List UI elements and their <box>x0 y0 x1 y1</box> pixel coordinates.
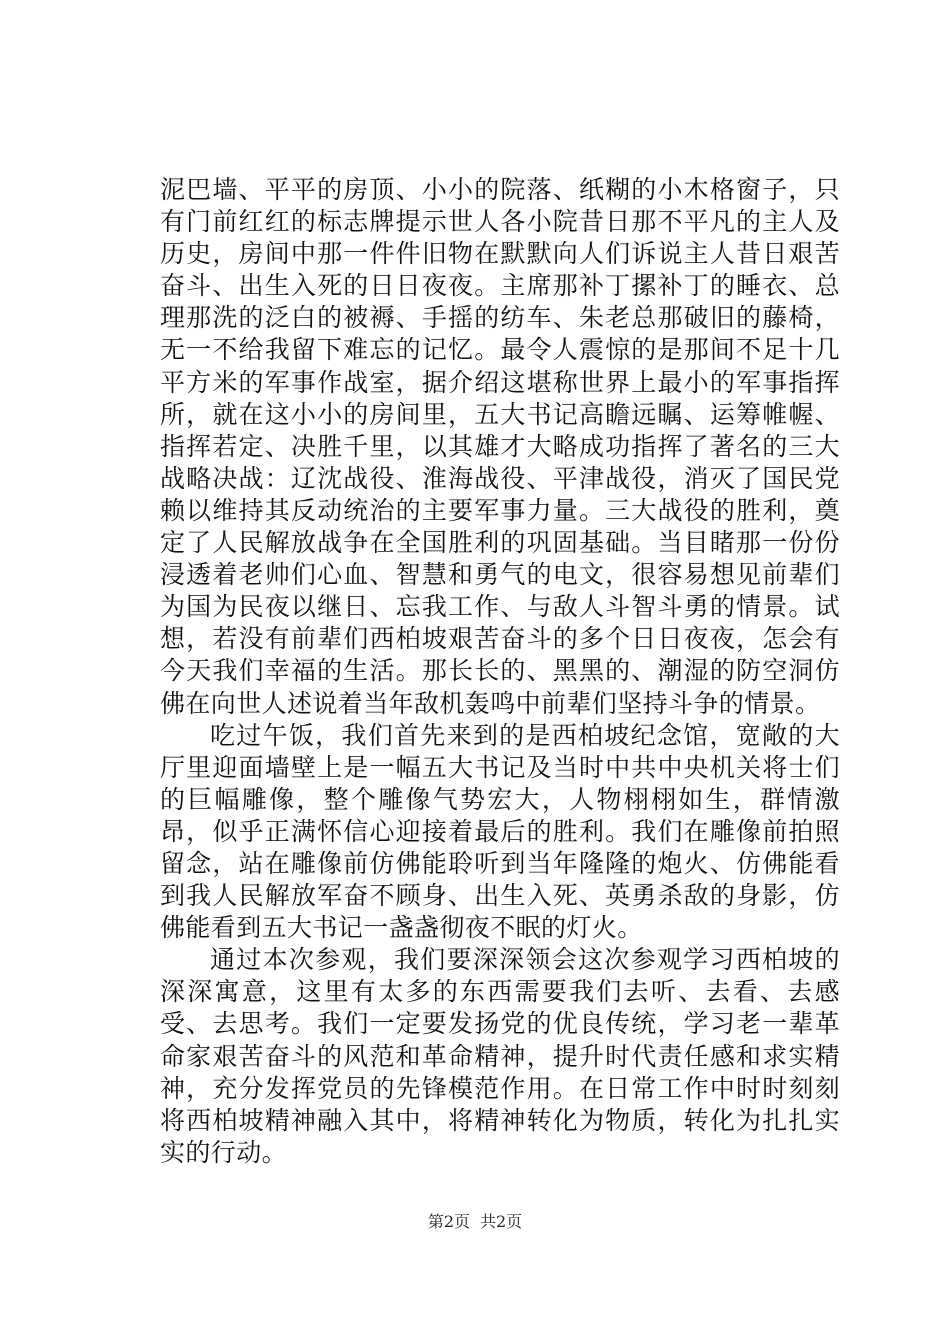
paragraph-2: 吃过午饭，我们首先来到的是西柏坡纪念馆，宽敞的大厅里迎面墙壁上是一幅五大书记及当时中共中央机关将士们的巨幅雕像，整个雕像气势宏大，人物栩栩如生，群情激昂，似乎正满怀信心迎接着最后的胜利。我们在雕像前拍照留念，站在雕像前仿佛能聆听到当年隆隆的炮火、仿佛能看到我人民解放军奋不顾身、出生入死、英勇杀敌的身影，仿佛能看到五大书记一盏盏彻夜不眠的灯火。 <box>160 720 840 943</box>
paragraph-1: 泥巴墙、平平的房顶、小小的院落、纸糊的小木格窗子，只有门前红红的标志牌提示世人各小院昔日那不平凡的主人及历史，房间中那一件件旧物在默默向人们诉说主人昔日艰苦奋斗、出生入死的日日夜夜。主席那补丁摞补丁的睡衣、总理那洗的泛白的被褥、手摇的纺车、朱老总那破旧的藤椅，无一不给我留下难忘的记忆。最令人震惊的是那间不足十几平方米的军事作战室，据介绍这堪称世界上最小的军事指挥所，就在这小小的房间里，五大书记高瞻远瞩、运筹帷幄、指挥若定、决胜千里，以其雄才大略成功指挥了著名的三大战略决战：辽沈战役、淮海战役、平津战役，消灭了国民党赖以维持其反动统治的主要军事力量。三大战役的胜利，奠定了人民解放战争在全国胜利的巩固基础。当目睹那一份份浸透着老帅们心血、智慧和勇气的电文，很容易想见前辈们为国为民夜以继日、忘我工作、与敌人斗智斗勇的情景。试想，若没有前辈们西柏坡艰苦奋斗的多个日日夜夜，怎会有今天我们幸福的生活。那长长的、黑黑的、潮湿的防空洞仿佛在向世人述说着当年敌机轰鸣中前辈们坚持斗争的情景。 <box>160 175 840 718</box>
paragraph-3: 通过本次参观，我们要深深领会这次参观学习西柏坡的深深寓意，这里有太多的东西需要我们去听、去看、去感受、去思考。我们一定要发扬党的优良传统，学习老一辈革命家艰苦奋斗的风范和革命精神，提升时代责任感和求实精神，充分发挥党员的先锋模范作用。在日常工作中时时刻刻将西柏坡精神融入其中，将精神转化为物质，转化为扎扎实实的行动。 <box>160 945 840 1167</box>
page-footer <box>0 1212 950 1232</box>
document-body <box>160 174 840 1169</box>
page-number: 第2页 <box>427 1212 470 1231</box>
page-total: 共2页 <box>480 1212 523 1231</box>
